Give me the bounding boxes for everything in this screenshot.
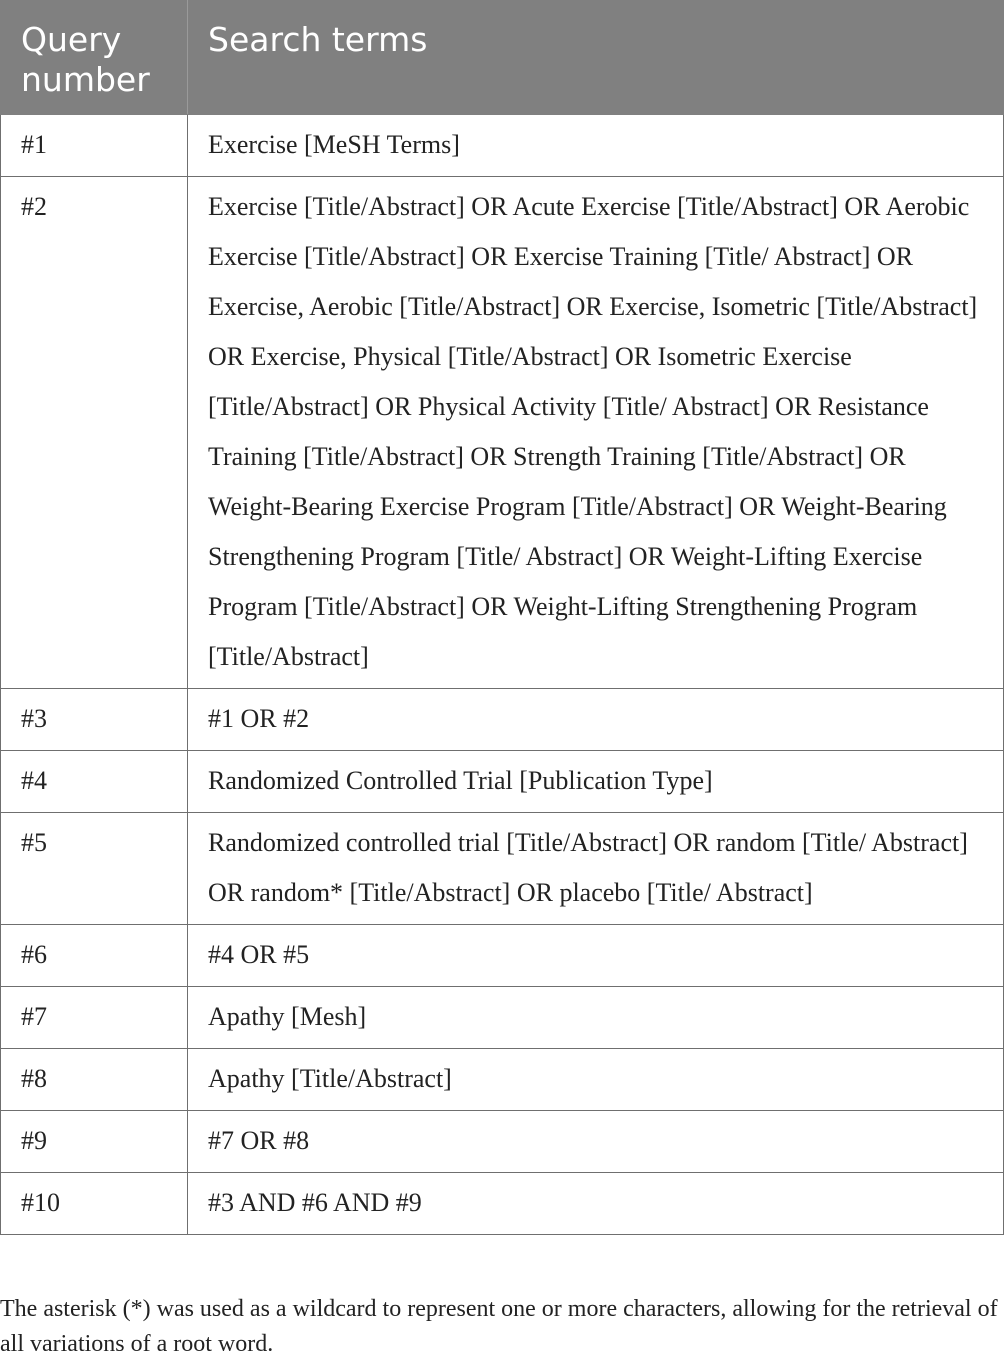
header-row [1, 1, 1004, 115]
search-terms-cell: Randomized Controlled Trial [Publication Type] [188, 751, 1004, 813]
table-row [1, 925, 1004, 987]
table-row [1, 1049, 1004, 1111]
table-row [1, 751, 1004, 813]
query-number-cell: #4 [1, 751, 188, 813]
search-terms-cell: Apathy [Mesh] [188, 987, 1004, 1049]
query-number-cell: #8 [1, 1049, 188, 1111]
query-number-cell: #3 [1, 689, 188, 751]
header-search-terms: Search terms [188, 1, 1004, 115]
table-footnote: The asterisk (*) was used as a wildcard to represent one or more characters, allowing for the retrieval of all variations of a root word. [0, 1296, 998, 1357]
table-row [1, 987, 1004, 1049]
query-number-cell: #6 [1, 925, 188, 987]
table-header [1, 1, 1004, 115]
table-row [1, 1173, 1004, 1235]
query-number-cell: #9 [1, 1111, 188, 1173]
search-terms-cell: Randomized controlled trial [Title/Abstract] OR random [Title/ Abstract] OR random* [Title/Abstract] OR placebo [Title/ Abstract] [188, 813, 1004, 925]
search-terms-cell: #7 OR #8 [188, 1111, 1004, 1173]
search-terms-cell: #3 AND #6 AND #9 [188, 1173, 1004, 1235]
query-number-cell: #5 [1, 813, 188, 925]
header-query-number: Query number [1, 1, 188, 115]
table-row [1, 813, 1004, 925]
search-terms-cell: Exercise [Title/Abstract] OR Acute Exercise [Title/Abstract] OR Aerobic Exercise [Title/Abstract] OR Exercise Training [Title/ Abstract] OR Exercise, Aerobic [Title/Abstract] OR Exercise, Isometric [Title/Abstract] OR Exercise, Physical [Title/Abstract] OR Isometric Exercise [Title/Abstract] OR Physical Activity [Title/ Abstract] OR Resistance Training [Title/Abstract] OR Strength Training [Title/Abstract] OR Weight-Bearing Exercise Program [Title/Abstract] OR Weight-Bearing Strengthening Program [Title/ Abstract] OR Weight-Lifting Exercise Program [Title/Abstract] OR Weight-Lifting Strengthening Program [Title/Abstract] [188, 177, 1004, 689]
search-terms-cell: Exercise [MeSH Terms] [188, 115, 1004, 177]
table-row [1, 115, 1004, 177]
search-terms-cell: #4 OR #5 [188, 925, 1004, 987]
table-row [1, 689, 1004, 751]
query-number-cell: #1 [1, 115, 188, 177]
table-row [1, 1111, 1004, 1173]
search-terms-cell: Apathy [Title/Abstract] [188, 1049, 1004, 1111]
query-number-cell: #7 [1, 987, 188, 1049]
table-row [1, 177, 1004, 689]
table-body [1, 115, 1004, 1235]
query-number-cell: #2 [1, 177, 188, 689]
search-terms-cell: #1 OR #2 [188, 689, 1004, 751]
query-number-cell: #10 [1, 1173, 188, 1235]
